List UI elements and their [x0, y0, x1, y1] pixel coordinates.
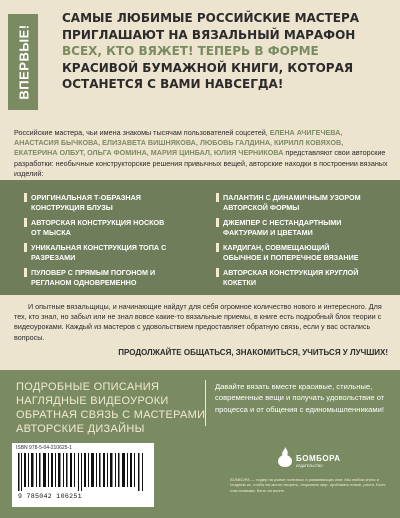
- headline: [62, 10, 396, 93]
- feature-text: УНИКАЛЬНАЯ КОНСТРУКЦИЯ ТОПА С РАЗРЕЗАМИ: [31, 243, 167, 262]
- benefit-item: ПОДРОБНЫЕ ОПИСАНИЯ: [16, 381, 160, 393]
- benefit-item: НАГЛЯДНЫЕ ВИДЕОУРОКИ: [16, 395, 169, 407]
- barcode-digits: 9 785042 106251: [18, 493, 82, 500]
- feature-item: [24, 193, 174, 212]
- first-time-badge-label: ВПЕРВЫЕ!: [16, 24, 32, 100]
- bullet-mark: [24, 218, 27, 227]
- tagline: ПРОДОЛЖАЙТЕ ОБЩАТЬСЯ, ЗНАКОМИТЬСЯ, УЧИТЬСЯ У ЛУЧШИХ!: [118, 348, 388, 357]
- headline-line: [62, 43, 396, 60]
- bombora-logo-icon: [276, 446, 294, 468]
- barcode-icon: [18, 453, 146, 491]
- feature-item: [216, 268, 366, 287]
- feature-text: КАРДИГАН, СОВМЕЩАЮЩИЙ ОБЫЧНОЕ И ПОПЕРЕЧНОЕ ВЯЗАНИЕ: [223, 243, 359, 262]
- author-names: ЕЛЕНА АЧИГЕЧЕВА, АНАСТАСИЯ БЫЧКОВА, ЕЛИЗАВЕТА ВИШНЯКОВА, ЛЮБОВЬ ГАЛДИНА, КИРИЛЛ КОВЯХОВ, ЕКАТЕРИНА ОЛБУТ, ОЛЬГА ФОМИНА, МАРИЯ ЦИНБАЛ, ЮЛИЯ ЧЕРНИКОВА: [14, 128, 344, 158]
- feature-item: [24, 243, 174, 262]
- bullet-mark: [216, 218, 219, 227]
- bullet-mark: [216, 268, 219, 277]
- bullet-mark: [24, 193, 27, 202]
- bullet-mark: [216, 243, 219, 252]
- headline-line-accent: ВСЕХ, КТО ВЯЖЕТ! ТЕПЕРЬ В ФОРМЕ: [62, 44, 319, 58]
- bullet-mark: [24, 268, 27, 277]
- divider-line: [205, 380, 206, 426]
- outro-paragraph: И опытные вязальщицы, и начинающие найдут для себя огромное количество нового и интересного. Для тех, кто знал, но забыл или не знал вовсе какие-то вязальные приемы, в книге есть подробный блок теории с видеоуроками. Каждый из мастеров с удовольствием предоставляет обратную связь, если у вас остались вопросы.: [14, 302, 382, 342]
- headline-line: ОСТАНЕТСЯ С ВАМИ НАВСЕГДА!: [62, 77, 284, 91]
- invitation-text: Давайте вязать вместе красивые, стильные, современные вещи и получать удовольствие от процесса и от общения с единомышленниками!: [215, 382, 385, 414]
- bullet-mark: [24, 243, 27, 252]
- isbn-label: ISBN 978-5-04-210625-1: [16, 445, 72, 451]
- feature-text: АВТОРСКАЯ КОНСТРУКЦИЯ КРУГЛОЙ КОКЕТКИ: [223, 268, 359, 287]
- feature-text: ОРИГИНАЛЬНАЯ Т-ОБРАЗНАЯ КОНСТРУКЦИЯ БЛУЗЫ: [31, 193, 141, 212]
- feature-item: [24, 268, 174, 287]
- headline-line: САМЫЕ ЛЮБИМЫЕ РОССИЙСКИЕ МАСТЕРА: [62, 11, 360, 25]
- feature-text: ПАЛАНТИН С ДИНАМИЧНЫМ УЗОРОМ АВТОРСКОЙ ФОРМЫ: [223, 193, 361, 212]
- publisher-name: БОМБОРА: [296, 454, 341, 463]
- feature-item: [216, 243, 366, 262]
- headline-line: ПРИГЛАШАЮТ НА ВЯЗАЛЬНЫЙ МАРАФОН: [62, 27, 356, 42]
- benefit-item: ОБРАТНАЯ СВЯЗЬ С МАСТЕРАМИ: [16, 409, 206, 421]
- feature-text: АВТОРСКАЯ КОНСТРУКЦИЯ НОСКОВ ОТ МЫСКА: [31, 218, 165, 237]
- feature-item: [216, 193, 366, 212]
- intro-lead: Российские мастера, чьи имена знакомы тысячам пользователей соцсетей,: [14, 128, 268, 137]
- feature-item: [24, 218, 174, 237]
- feature-text: ПУЛОВЕР С ПРЯМЫМ ПОГОНОМ И РЕГЛАНОМ ОДНОВРЕМЕННО: [31, 268, 156, 287]
- intro-paragraph: [14, 128, 388, 179]
- intro-tail: представляют свои авторские разработки: необычные конструкторские решения привычных вещей, авторские находки в построении вязаных изделий:: [14, 148, 388, 178]
- publisher-fine-print: БОМБОРА — лидер на рынке полезных и развивающих книг. Мы любим книги и создаем их, чтобы вы могли творить, открывать мир, пробовать новое, расти. Быть счастливыми. Быть на волне.: [230, 477, 386, 493]
- publisher-sub: ИЗДАТЕЛЬСТВО: [296, 464, 323, 468]
- feature-text: ДЖЕМПЕР С НЕСТАНДАРТНЫМИ ФАКТУРАМИ И ЦВЕТАМИ: [223, 218, 342, 237]
- feature-item: [216, 218, 366, 237]
- benefit-item: АВТОРСКИЕ ДИЗАЙНЫ: [16, 423, 145, 435]
- headline-line: КРАСИВОЙ БУМАЖНОЙ КНИГИ, КОТОРАЯ: [62, 60, 354, 75]
- bullet-mark: [216, 193, 219, 202]
